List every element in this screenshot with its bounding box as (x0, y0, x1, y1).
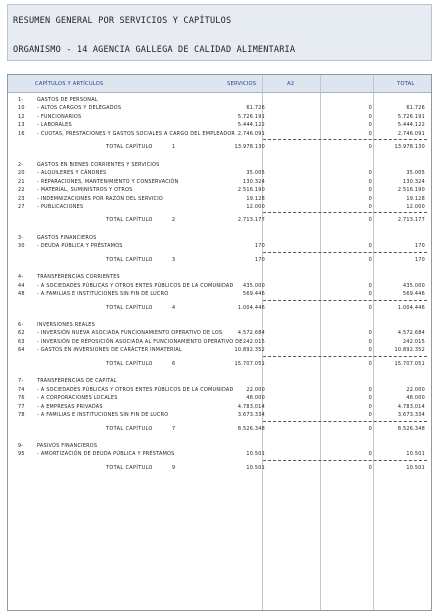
table-row (8, 329, 431, 337)
total-value: 10.892.352 (394, 347, 425, 354)
total-value: 4.572.684 (397, 330, 425, 337)
section-code: 7- (18, 378, 24, 385)
article-label: - AMORTIZACIÓN DE DEUDA PÚBLICA Y PRÉSTAMOS (37, 451, 175, 458)
article-label: - ALTOS CARGOS Y DELEGADOS (37, 105, 122, 112)
chapter-total-number: 1 (172, 144, 176, 151)
article-label: - FUNCIONARIOS (37, 113, 82, 120)
zero-value: 0 (368, 330, 372, 337)
section-code: 2- (18, 161, 24, 168)
chapter-total-row (8, 304, 431, 312)
chapter-total-row (8, 425, 431, 433)
chapter-total-value: 170 (414, 256, 425, 263)
report-title: RESUMEN GENERAL POR SERVICIOS Y CAPÍTULOS (13, 16, 232, 26)
zero-value: 0 (368, 170, 372, 177)
chapter-total-zero: 0 (368, 217, 372, 224)
article-code: 23 (18, 195, 25, 202)
subtotal-separator (263, 252, 427, 253)
chapter-total-value: 13.978.130 (394, 144, 425, 151)
chapter-total-value: 2.713.177 (397, 217, 425, 224)
chapter-total-number: 7 (172, 425, 176, 432)
chapter-total-zero: 0 (368, 464, 372, 471)
article-code: 20 (18, 170, 25, 177)
article-label: - A CORPORACIONES LOCALES (37, 395, 118, 402)
total-value: 2.746.091 (397, 130, 425, 137)
zero-value: 0 (368, 451, 372, 458)
article-code: 95 (18, 451, 25, 458)
zero-value: 0 (368, 412, 372, 419)
column-header-services: SERVICIOS (227, 81, 257, 87)
chapter-total-label: TOTAL CAPÍTULO (106, 304, 153, 311)
subtotal-separator (263, 460, 427, 461)
subtotal-separator (263, 356, 427, 357)
a2-value: 35.005 (246, 170, 265, 177)
section-row (8, 161, 431, 169)
total-value: 12.000 (406, 203, 425, 210)
zero-value: 0 (368, 130, 372, 137)
subtotal-separator (263, 421, 427, 422)
zero-value: 0 (368, 187, 372, 194)
section-title: TRANSFERENCIAS DE CAPITAL (37, 378, 117, 385)
a2-value: 2.746.091 (237, 130, 265, 137)
total-value: 435.000 (403, 282, 425, 289)
zero-value: 0 (368, 403, 372, 410)
article-label: - CUOTAS, PRESTACIONES Y GASTOS SOCIALES A CARGO DEL EMPLEADOR (37, 130, 236, 137)
table-row (8, 386, 431, 394)
zero-value: 0 (368, 243, 372, 250)
chapter-total-zero: 0 (368, 425, 372, 432)
article-code: 44 (18, 282, 25, 289)
a2-value: 435.000 (243, 282, 265, 289)
article-code: 10 (18, 105, 25, 112)
table-row (8, 290, 431, 298)
table-header (8, 75, 431, 93)
zero-value: 0 (368, 105, 372, 112)
table-row (8, 346, 431, 354)
table-row (8, 178, 431, 186)
section-row (8, 234, 431, 242)
table-row (8, 242, 431, 250)
table-row (8, 394, 431, 402)
section-row (8, 321, 431, 329)
chapter-total-a2: 170 (254, 256, 265, 263)
article-code: 78 (18, 412, 25, 419)
article-code: 77 (18, 403, 25, 410)
table-row (8, 121, 431, 129)
article-code: 30 (18, 243, 25, 250)
chapter-total-zero: 0 (368, 256, 372, 263)
a2-value: 61.726 (246, 105, 265, 112)
a2-value: 2.516.190 (237, 187, 265, 194)
total-value: 61.726 (406, 105, 425, 112)
chapter-total-a2: 10.501 (246, 464, 265, 471)
section-title: INVERSIONES REALES (37, 322, 95, 328)
a2-value: 4.783.014 (237, 403, 265, 410)
article-code: 22 (18, 187, 25, 194)
a2-value: 170 (254, 243, 265, 250)
article-label: - DEUDA PÚBLICA Y PRÉSTAMOS (37, 243, 123, 250)
a2-value: 19.128 (246, 195, 265, 202)
a2-value: 569.446 (243, 291, 265, 298)
total-value: 48.000 (406, 395, 425, 402)
column-header-total: TOTAL (397, 81, 415, 87)
chapter-total-label: TOTAL CAPÍTULO (106, 144, 153, 151)
chapter-total-label: TOTAL CAPÍTULO (106, 425, 153, 432)
chapter-total-number: 4 (172, 304, 176, 311)
zero-value: 0 (368, 122, 372, 129)
chapter-total-number: 2 (172, 217, 176, 224)
a2-value: 130.324 (243, 178, 265, 185)
chapter-total-value: 8.526.348 (397, 425, 425, 432)
article-label: - ALQUILERES Y CÁNONES (37, 170, 107, 177)
zero-value: 0 (368, 282, 372, 289)
chapter-total-a2: 1.004.446 (237, 304, 265, 311)
section-title: GASTOS DE PERSONAL (37, 97, 98, 103)
article-label: - A SOCIEDADES PÚBLICAS Y OTROS ENTES PÚBLICOS DE LA COMUNIDAD (37, 282, 234, 289)
zero-value: 0 (368, 113, 372, 120)
zero-value: 0 (368, 386, 372, 393)
article-label: - PUBLICACIONES (37, 203, 84, 210)
chapter-total-number: 6 (172, 360, 176, 367)
zero-value: 0 (368, 195, 372, 202)
a2-value: 22.000 (246, 386, 265, 393)
article-code: 12 (18, 113, 25, 120)
article-label: - GASTOS EN INVERSIONES DE CARÁCTER INMATERIAL (37, 347, 182, 354)
zero-value: 0 (368, 291, 372, 298)
article-code: 13 (18, 122, 25, 129)
table-row (8, 411, 431, 419)
total-value: 130.324 (403, 178, 425, 185)
chapter-total-label: TOTAL CAPÍTULO (106, 217, 153, 224)
zero-value: 0 (368, 203, 372, 210)
article-label: - A FAMILIAS E INSTITUCIONES SIN FIN DE LUCRO (37, 412, 169, 419)
table-row (8, 203, 431, 211)
section-code: 9- (18, 442, 24, 449)
article-code: 74 (18, 386, 25, 393)
section-code: 6- (18, 322, 24, 328)
chapter-total-a2: 15.707.051 (234, 360, 265, 367)
article-code: 62 (18, 330, 25, 337)
chapter-total-zero: 0 (368, 144, 372, 151)
a2-value: 10.892.352 (234, 347, 265, 354)
table-row (8, 113, 431, 121)
chapter-total-a2: 2.713.177 (237, 217, 265, 224)
chapter-total-value: 1.004.446 (397, 304, 425, 311)
chapter-total-value: 10.501 (406, 464, 425, 471)
zero-value: 0 (368, 338, 372, 345)
total-value: 10.501 (406, 451, 425, 458)
zero-value: 0 (368, 178, 372, 185)
total-value: 19.128 (406, 195, 425, 202)
subtotal-separator (263, 139, 427, 140)
section-title: GASTOS EN BIENES CORRIENTES Y SERVICIOS (37, 161, 160, 168)
table-row (8, 450, 431, 458)
chapter-total-zero: 0 (368, 304, 372, 311)
total-value: 4.783.014 (397, 403, 425, 410)
total-value: 569.446 (403, 291, 425, 298)
section-title: TRANSFERENCIAS CORRIENTES (37, 274, 120, 281)
article-code: 48 (18, 291, 25, 298)
a2-value: 4.572.684 (237, 330, 265, 337)
zero-value: 0 (368, 347, 372, 354)
budget-table (7, 74, 432, 611)
table-row (8, 282, 431, 290)
a2-value: 242.015 (243, 338, 265, 345)
section-code: 4- (18, 274, 24, 281)
total-value: 35.005 (406, 170, 425, 177)
table-row (8, 169, 431, 177)
total-value: 22.000 (406, 386, 425, 393)
article-label: - A FAMILIAS E INSTITUCIONES SIN FIN DE LUCRO (37, 291, 169, 298)
chapter-total-value: 15.707.051 (394, 360, 425, 367)
article-label: - A EMPRESAS PRIVADAS (37, 403, 103, 410)
chapter-total-label: TOTAL CAPÍTULO (106, 256, 153, 263)
chapter-total-row (8, 143, 431, 151)
chapter-total-number: 3 (172, 256, 176, 263)
column-header-chapters: CAPÍTULOS Y ARTÍCULOS (35, 81, 104, 87)
article-label: - MATERIAL, SUMINISTROS Y OTROS (37, 187, 133, 194)
section-code: 1- (18, 97, 24, 103)
article-code: 64 (18, 347, 25, 354)
article-code: 21 (18, 178, 25, 185)
chapter-total-a2: 8.526.348 (237, 425, 265, 432)
section-row (8, 96, 431, 104)
article-label: - INVERSIÓN DE REPOSICIÓN ASOCIADA AL FUNCIONAMIENTO OPERATIVO DE (37, 338, 243, 345)
a2-value: 48.000 (246, 395, 265, 402)
section-row (8, 273, 431, 281)
total-value: 5.444.122 (397, 122, 425, 129)
a2-value: 5.726.191 (237, 113, 265, 120)
table-row (8, 403, 431, 411)
table-row (8, 195, 431, 203)
chapter-total-row (8, 360, 431, 368)
article-code: 76 (18, 395, 25, 402)
section-title: GASTOS FINANCIEROS (37, 234, 97, 241)
table-row (8, 130, 431, 138)
subtotal-separator (263, 300, 427, 301)
chapter-total-zero: 0 (368, 360, 372, 367)
a2-value: 12.000 (246, 203, 265, 210)
chapter-total-number: 9 (172, 464, 176, 471)
total-value: 170 (414, 243, 425, 250)
article-label: - LABORALES (37, 122, 72, 129)
article-label: - REPARACIONES, MANTENIMIENTO Y CONSERVACIÓN (37, 178, 179, 185)
article-label: - A SOCIEDADES PÚBLICAS Y OTROS ENTES PÚBLICOS DE LA COMUNIDAD (37, 386, 234, 393)
section-code: 3- (18, 234, 24, 241)
a2-value: 10.501 (246, 451, 265, 458)
chapter-total-row (8, 216, 431, 224)
zero-value: 0 (368, 395, 372, 402)
column-header-a2: A2 (287, 81, 295, 87)
a2-value: 3.673.334 (237, 412, 265, 419)
total-value: 2.516.190 (397, 187, 425, 194)
chapter-total-row (8, 256, 431, 264)
article-code: 16 (18, 130, 25, 137)
chapter-total-label: TOTAL CAPÍTULO (106, 464, 153, 471)
report-header (7, 4, 432, 61)
section-row (8, 442, 431, 450)
article-label: - INVERSIÓN NUEVA ASOCIADA FUNCIONAMIENTO OPERATIVO DE LOS (37, 330, 223, 337)
section-title: PASIVOS FINANCIEROS (37, 442, 98, 449)
organism-title: ORGANISMO - 14 AGENCIA GALLEGA DE CALIDAD ALIMENTARIA (13, 45, 296, 55)
article-label: - INDEMNIZACIONES POR RAZÓN DEL SERVICIO (37, 195, 163, 202)
article-code: 27 (18, 203, 25, 210)
article-code: 63 (18, 338, 25, 345)
table-row (8, 338, 431, 346)
section-row (8, 377, 431, 385)
chapter-total-label: TOTAL CAPÍTULO (106, 360, 153, 367)
chapter-total-a2: 13.978.130 (234, 144, 265, 151)
table-row (8, 186, 431, 194)
total-value: 3.673.334 (397, 412, 425, 419)
total-value: 242.015 (403, 338, 425, 345)
chapter-total-row (8, 464, 431, 472)
a2-value: 5.444.122 (237, 122, 265, 129)
table-row (8, 104, 431, 112)
subtotal-separator (263, 212, 427, 213)
total-value: 5.726.191 (397, 113, 425, 120)
